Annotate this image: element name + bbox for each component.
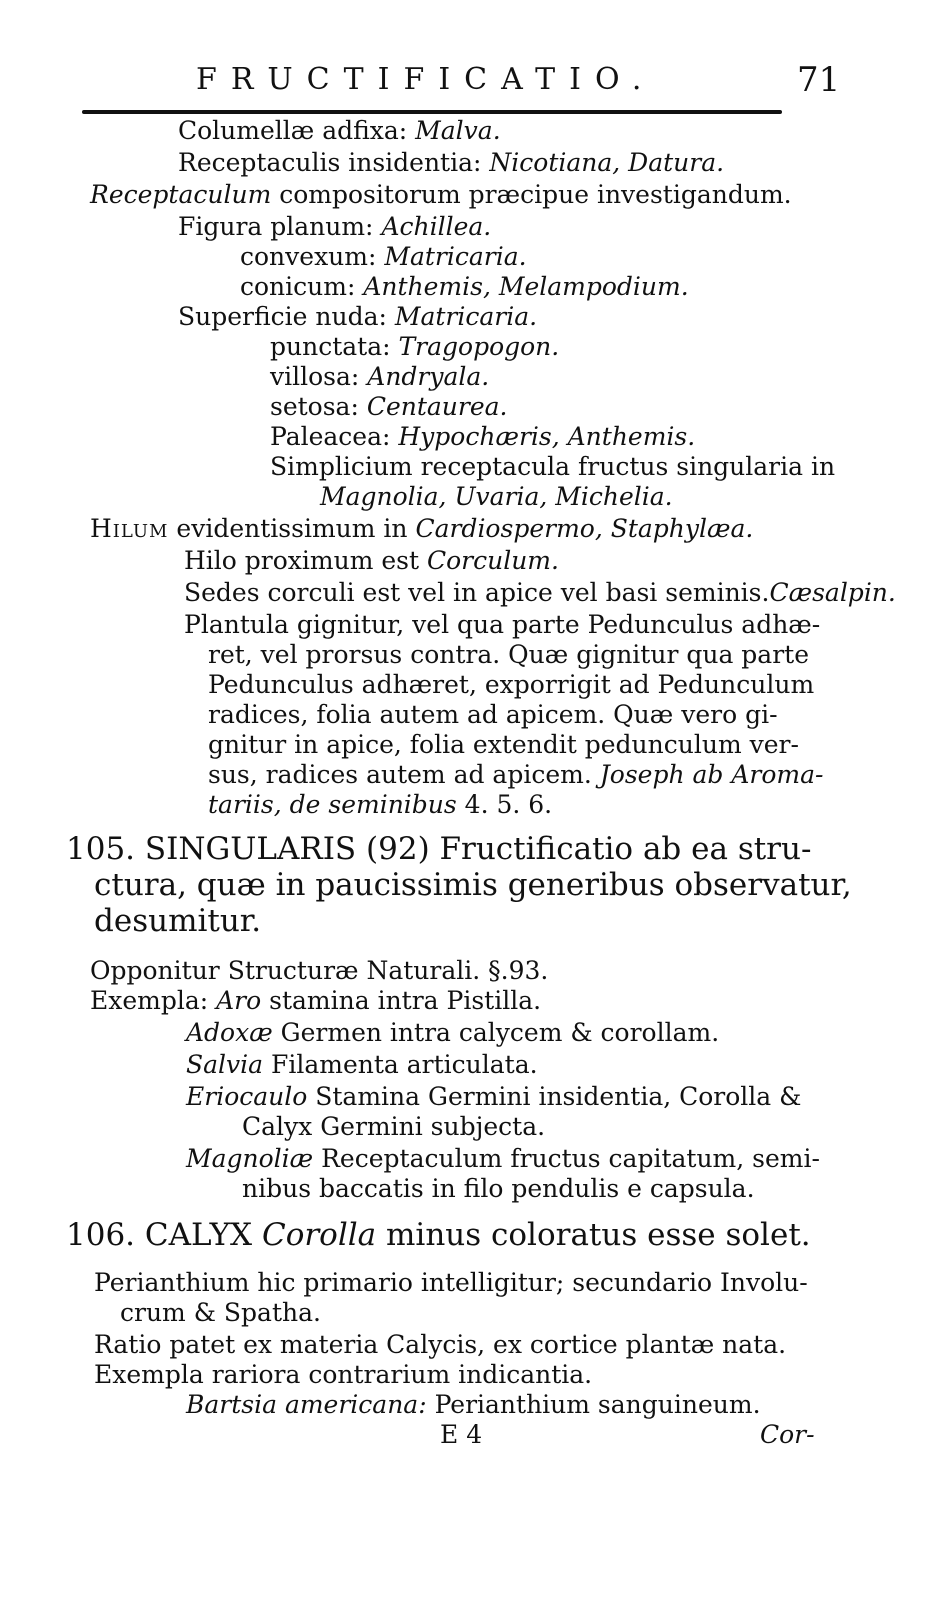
- text-line: [320, 482, 673, 512]
- text-line: [178, 212, 491, 242]
- text-run: Plantula gignitur, vel qua parte Pedunculus adhæ-: [184, 610, 821, 639]
- text-line: [90, 986, 541, 1016]
- catchword: Cor-: [760, 1420, 815, 1449]
- text-line: [184, 610, 820, 640]
- text-line: [270, 452, 835, 482]
- text-run: setosa:: [270, 392, 367, 421]
- text-line: [240, 272, 689, 302]
- text-line: [178, 148, 724, 178]
- text-run: Exempla:: [90, 986, 217, 1015]
- signature-mark: E 4: [440, 1420, 483, 1449]
- text-run: Hilo proximum est: [184, 546, 427, 575]
- text-line: [184, 578, 896, 608]
- italic-run: Hypochæris, Anthemis.: [398, 422, 696, 451]
- text-line: [270, 392, 508, 422]
- text-line: [178, 302, 537, 332]
- text-run: punctata:: [270, 332, 399, 361]
- page-number: 71: [797, 60, 841, 100]
- text-run: villosa:: [270, 362, 368, 391]
- text-run: minus coloratus esse solet.: [376, 1217, 811, 1253]
- text-line: [240, 242, 527, 272]
- italic-run: Salvia: [186, 1050, 264, 1079]
- text-run: Receptaculum fructus capitatum, semi-: [313, 1144, 820, 1173]
- section-heading-line: [66, 1216, 811, 1254]
- small-caps-run: Hilum: [90, 514, 169, 543]
- italic-run: Centaurea.: [366, 392, 508, 421]
- text-run: Calyx Germini subjecta.: [242, 1112, 546, 1141]
- text-run: Superficie nuda:: [178, 302, 395, 331]
- text-run: 4. 5. 6.: [456, 790, 553, 819]
- text-line: [186, 1144, 820, 1174]
- text-run: Receptaculis insidentia:: [178, 148, 490, 177]
- text-line: [208, 700, 778, 730]
- text-run: Simplicium receptacula fructus singularia in: [270, 452, 836, 481]
- text-line: [208, 730, 799, 760]
- text-line: [94, 1268, 808, 1298]
- text-run: Sedes corculi est vel in apice vel basi seminis.: [184, 578, 770, 607]
- section-heading-line: [94, 866, 852, 904]
- italic-run: Joseph ab Aroma-: [599, 760, 824, 789]
- text-run: ret, vel prorsus contra. Quæ gignitur qua parte: [208, 640, 810, 669]
- text-line: [242, 1174, 755, 1204]
- text-run: evidentissimum in: [168, 514, 416, 543]
- text-line: [270, 332, 559, 362]
- italic-run: Matricaria.: [394, 302, 538, 331]
- text-run: Pedunculus adhæret, exporrigit ad Pedunculum: [208, 670, 815, 699]
- text-run: Perianthium hic primario intelligitur; secundario Involu-: [94, 1268, 808, 1297]
- text-run: compositorum præcipue investigandum.: [271, 180, 792, 209]
- text-line: [242, 1112, 545, 1142]
- italic-run: Malva.: [415, 116, 501, 145]
- text-run: Columellæ adfixa:: [178, 116, 416, 145]
- text-line: [208, 760, 823, 790]
- text-line: [94, 1330, 786, 1360]
- text-run: gnitur in apice, folia extendit pedunculum ver-: [208, 730, 799, 759]
- text-run: ctura, quæ in paucissimis generibus observatur,: [94, 867, 852, 903]
- italic-run: Corculum.: [426, 546, 559, 575]
- text-run: Germen intra calycem & corollam.: [272, 1018, 720, 1047]
- text-run: Opponitur Structuræ Naturali. §.93.: [90, 956, 549, 985]
- text-run: conicum:: [240, 272, 364, 301]
- text-run: 106. CALYX: [66, 1217, 262, 1253]
- italic-run: Nicotiana, Datura.: [489, 148, 725, 177]
- text-run: Ratio patet ex materia Calycis, ex cortice plantæ nata.: [94, 1330, 787, 1359]
- text-run: Perianthium sanguineum.: [426, 1390, 761, 1419]
- italic-run: Magnolia, Uvaria, Michelia.: [320, 482, 673, 511]
- text-line: [120, 1298, 321, 1328]
- text-run: Paleacea:: [270, 422, 399, 451]
- italic-run: Anthemis, Melampodium.: [363, 272, 689, 301]
- italic-run: Andryala.: [367, 362, 490, 391]
- text-line: [178, 116, 501, 146]
- italic-run: Corolla: [261, 1217, 377, 1253]
- text-line: [90, 180, 792, 210]
- italic-run: Receptaculum: [90, 180, 272, 209]
- text-line: [90, 514, 753, 544]
- section-heading-line: [94, 902, 261, 940]
- text-line: [186, 1390, 761, 1420]
- text-line: [186, 1082, 801, 1112]
- text-run: sus, radices autem ad apicem.: [208, 760, 600, 789]
- text-line: [270, 422, 695, 452]
- italic-run: Bartsia americana:: [186, 1390, 427, 1419]
- italic-run: Eriocaulo: [186, 1082, 308, 1111]
- text-run: stamina intra Pistilla.: [261, 986, 542, 1015]
- italic-run: tariis, de seminibus: [208, 790, 457, 819]
- text-line: [208, 640, 809, 670]
- text-line: [208, 670, 814, 700]
- italic-run: Adoxæ: [186, 1018, 273, 1047]
- italic-run: Cardiospermo, Staphylæa.: [415, 514, 754, 543]
- text-line: [90, 956, 548, 986]
- text-run: radices, folia autem ad apicem. Quæ vero gi-: [208, 700, 778, 729]
- italic-run: Achillea.: [381, 212, 492, 241]
- italic-run: Magnoliæ: [186, 1144, 314, 1173]
- text-run: Filamenta articulata.: [263, 1050, 538, 1079]
- text-run: Figura planum:: [178, 212, 382, 241]
- running-head-title: FRUCTIFICATIO.: [196, 62, 656, 97]
- text-line: [208, 790, 552, 820]
- text-run: Stamina Germini insidentia, Corolla &: [307, 1082, 802, 1111]
- italic-run: Cæsalpin.: [769, 578, 896, 607]
- text-line: [270, 362, 489, 392]
- text-run: crum & Spatha.: [120, 1298, 321, 1327]
- italic-run: Matricaria.: [384, 242, 527, 271]
- text-run: desumitur.: [94, 903, 262, 939]
- text-run: Exempla rariora contrarium indicantia.: [94, 1360, 593, 1389]
- italic-run: Tragopogon.: [398, 332, 560, 361]
- text-run: convexum:: [240, 242, 385, 271]
- text-line: [94, 1360, 592, 1390]
- section-heading-line: [66, 830, 811, 868]
- text-run: nibus baccatis in filo pendulis e capsula.: [242, 1174, 755, 1203]
- italic-run: Aro: [216, 986, 262, 1015]
- text-line: [186, 1050, 538, 1080]
- text-line: [186, 1018, 719, 1048]
- text-run: 105. SINGULARIS (92) Fructificatio ab ea stru-: [66, 831, 812, 867]
- text-line: [184, 546, 559, 576]
- header-rule: [82, 110, 782, 114]
